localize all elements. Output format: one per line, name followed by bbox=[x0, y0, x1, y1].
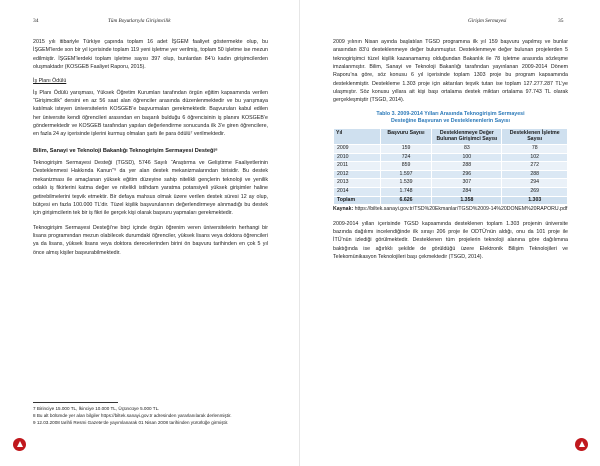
table-cell: 859 bbox=[380, 162, 431, 171]
table-cell: 307 bbox=[432, 179, 502, 188]
column-header: Desteklenen İşletme Sayısı bbox=[502, 128, 568, 144]
table-cell: 1.597 bbox=[380, 170, 431, 179]
table-cell: 272 bbox=[502, 162, 568, 171]
source-label: Kaynak: bbox=[333, 206, 354, 213]
column-header: Desteklenmeye Değer Bulunan Girişimci Sayısı bbox=[432, 128, 502, 144]
table-cell: 83 bbox=[432, 144, 502, 153]
table-row bbox=[334, 144, 568, 153]
paragraph: Teknogirişim Sermayesi Desteği (TGSD), 5746 Sayılı “Araştırma ve Geliştirme Faaliyetlerinin Desteklenmesi Hakkında Kanun”⁹ da yer alan destek mekanizmalarından birisidir. Bu destek mekanizması ile amaçlanan yüksek eğitim düzeyine sahip nitelikli gençlerin teknoloji ve yenilik odaklı iş fikirlerini katma değer ve nitelikli istihdam yaratma potansiyeli yüksek girişimler haline getirebilmelerini teşvik etmektir. Bir defaya mahsus olmak üzere verilen destek süresi 12 ay olup, bütçesi en fazla 100.000 TL’dir. Tüzel kişilik başvurularının değerlendirmeye alınmadığı bu destek için girişimcilerin tek bir iş fikri ile gerçek kişi olarak başvuru yapmaları gerekmektedir. bbox=[33, 160, 268, 217]
table-row bbox=[334, 187, 568, 196]
running-header: Tüm Boyutlarıyla Girişimcilik bbox=[108, 18, 171, 24]
table-cell: 284 bbox=[432, 187, 502, 196]
table-cell: 2010 bbox=[334, 153, 381, 162]
page-number: 34 bbox=[33, 18, 39, 24]
table-cell: 269 bbox=[502, 187, 568, 196]
table-row bbox=[334, 162, 568, 171]
table-cell: 1.303 bbox=[502, 196, 568, 205]
table-cell: 294 bbox=[502, 179, 568, 188]
table-row bbox=[334, 179, 568, 188]
table-cell: 1.748 bbox=[380, 187, 431, 196]
table-caption bbox=[333, 111, 568, 126]
table-cell: 2012 bbox=[334, 170, 381, 179]
page-number: 35 bbox=[558, 18, 564, 24]
table-cell: 2009 bbox=[334, 144, 381, 153]
footnote: 7 Birinciye 15.000 TL, İkinciye 10.000 TL, Üçüncüye 5.000 TL. bbox=[33, 406, 160, 411]
footnote: 9 12.03.2008 tarihli Resmi Gazete’de yayımlanarak 01 Nisan 2008 tarihinden yürürlüğe girmiştir. bbox=[33, 420, 229, 426]
table-cell: 288 bbox=[432, 162, 502, 171]
table-cell: 100 bbox=[432, 153, 502, 162]
table-total-row bbox=[334, 196, 568, 205]
paragraph: Teknogirişim Sermayesi Desteği’ne birçi içinde örgün öğrenim veren üniversitelerin herhangi bir lisans programından mezun olabilecek durumdaki öğrenciler, yüksek lisans veya doktora öğrencileri ya da lisans, yüksek lisans veya doktora derecelerinden birini ön başvuru tarihinden en çok 5 yıl önce almış kişiler başvurabilmektedir. bbox=[33, 224, 268, 256]
table-row bbox=[334, 170, 568, 179]
table-cell: 2013 bbox=[334, 179, 381, 188]
table-cell: 6.626 bbox=[380, 196, 431, 205]
data-table bbox=[333, 128, 568, 205]
right-page bbox=[300, 0, 600, 466]
paragraph: İş Planı Ödülü yarışması, Yüksek Öğretim Kurumları tarafından örgün eğitim kapsamında verilen “Girişimcilik” dersini en az 56 saat alan öğrenciler arasında düzenlenmektedir ve bu yarışmaya katılmak isteyen üniversitelerin KOSGEB’e başvurmaları gerekmektedir. Başvuruları kabul edilen her üniversite kendi öğrencileri arasından en başarılı bulduğu 6 öğrencisinin iş planını KOSGEB’e göndermektedir ve KOSGEB tarafından yapılan değerlendirme sonucunda ilk 3’e giren öğrencilere, en fazla 24 ay içerisinde işlerini kurmuş olmaları şartı ile para ödülü⁷ verilmektedir. bbox=[33, 89, 268, 138]
section-heading: Bilim, Sanayi ve Teknoloji Bakanlığı Teknogirişim Sermayesi Desteği⁸ bbox=[33, 147, 218, 154]
column-header: Yıl bbox=[334, 128, 381, 144]
table-cell: 296 bbox=[432, 170, 502, 179]
table-source bbox=[333, 206, 568, 214]
footnote-rule bbox=[33, 402, 118, 403]
table-cell: 78 bbox=[502, 144, 568, 153]
table-cell: 2011 bbox=[334, 162, 381, 171]
table-caption-line: Tablo 3. 2009-2014 Yılları Arasında Teknogirişim Sermayesi bbox=[376, 110, 525, 117]
publisher-logo-icon bbox=[13, 438, 26, 451]
table-cell: 2014 bbox=[334, 187, 381, 196]
table-cell: 159 bbox=[380, 144, 431, 153]
column-header: Başvuru Sayısı bbox=[380, 128, 431, 144]
table-row bbox=[334, 153, 568, 162]
table-cell: 724 bbox=[380, 153, 431, 162]
section-subheading: İş Planı Ödülü bbox=[33, 78, 67, 85]
footnote: 8 Bu alt bölümde yer alan bilgiler https://biltek.sanayi.gov.tr adresinden yararlanılarak derlenmiştir. bbox=[33, 413, 232, 419]
running-header: Girişim Sermayesi bbox=[468, 18, 507, 24]
source-link[interactable]: https://biltek.sanayi.gov.tr/TSD%20Ekmanlar/TGSD%2009-14%20DONEM%20RAPORU.pdf bbox=[353, 206, 568, 213]
paragraph: 2015 yılı itibariyle Türkiye çapında toplam 16 adet İŞGEM faaliyet göstermekte olup, bu İŞGEM’lerde son bir yıl içerisinde toplam 119 yeni işletme yer verilmiş, toplam 50 işletme ise mezun edilmiştir. İŞGEM’lerdeki toplam işletme sayısı 397 olup, bunlardan 84’ü kadın girişimcilerden oluşmaktadır (KOSGEB Faaliyet Raporu, 2015). bbox=[33, 39, 268, 71]
table-cell: 288 bbox=[502, 170, 568, 179]
left-text-column bbox=[33, 38, 268, 263]
table-cell: 102 bbox=[502, 153, 568, 162]
table-header-row bbox=[334, 128, 568, 144]
paragraph: 2009 yılının Nisan ayında başlatılan TGSD programına ilk yıl 159 başvuru yapılmış ve bunlar arasından 83’ü desteklenmeye değer bulunmuştur. Desteklenmeye değer bulunan projelerden 5 teknogirişimci tüzel kişilik kazanamamış olduğundan Bakanlık ile 78 işletme arasında sözleşme imzalanmıştır. Bilim, Sanayi ve Teknoloji Bakanlığı tarafından yayınlanan 2009-2014 Dönem Raporu’na göre, söz konusu 6 yıl içerisinde toplam 1303 proje bu program kapsamında desteklenmiştir. Destekleme 1.303 proje için aktarılan teşvik tutarı ise toplam 127.277.287 TL’ye ulaşmıştır. Söz konusu yıllara ait kişi başı ortalama destek miktarı ortalama 97.743 TL olarak gerçekleşmiştir (TSGD, 2014). bbox=[333, 39, 568, 104]
publisher-logo-icon bbox=[575, 438, 588, 451]
table-cell: 1.539 bbox=[380, 179, 431, 188]
table-caption-line: Desteğine Başvuran ve Desteklenenlerin Sayısı bbox=[391, 118, 510, 125]
right-text-column bbox=[333, 38, 568, 267]
paragraph: 2009-2014 yılları içerisinde TGSD kapsamında desteklenen toplam 1.303 projenin üniversite bazında dağılımı incelendiğinde ilk sırayı 206 proje ile ODTÜ’nün aldığı, onu da 101 proje ile İTÜ’nün izlediği görülmektedir. Desteklenen tüm projelerin teknoloji alanına göre dağılımına baktığında ise ağırlıklı şekilde de görüldüğü üzere Elektronik Bilişim Teknolojileri ve Telekomünikasyon Teknolojileri başı çekmektedir (TSGD, 2014). bbox=[333, 220, 568, 261]
table-cell: Toplam bbox=[334, 196, 381, 205]
footnotes bbox=[33, 405, 273, 427]
table-cell: 1.358 bbox=[432, 196, 502, 205]
